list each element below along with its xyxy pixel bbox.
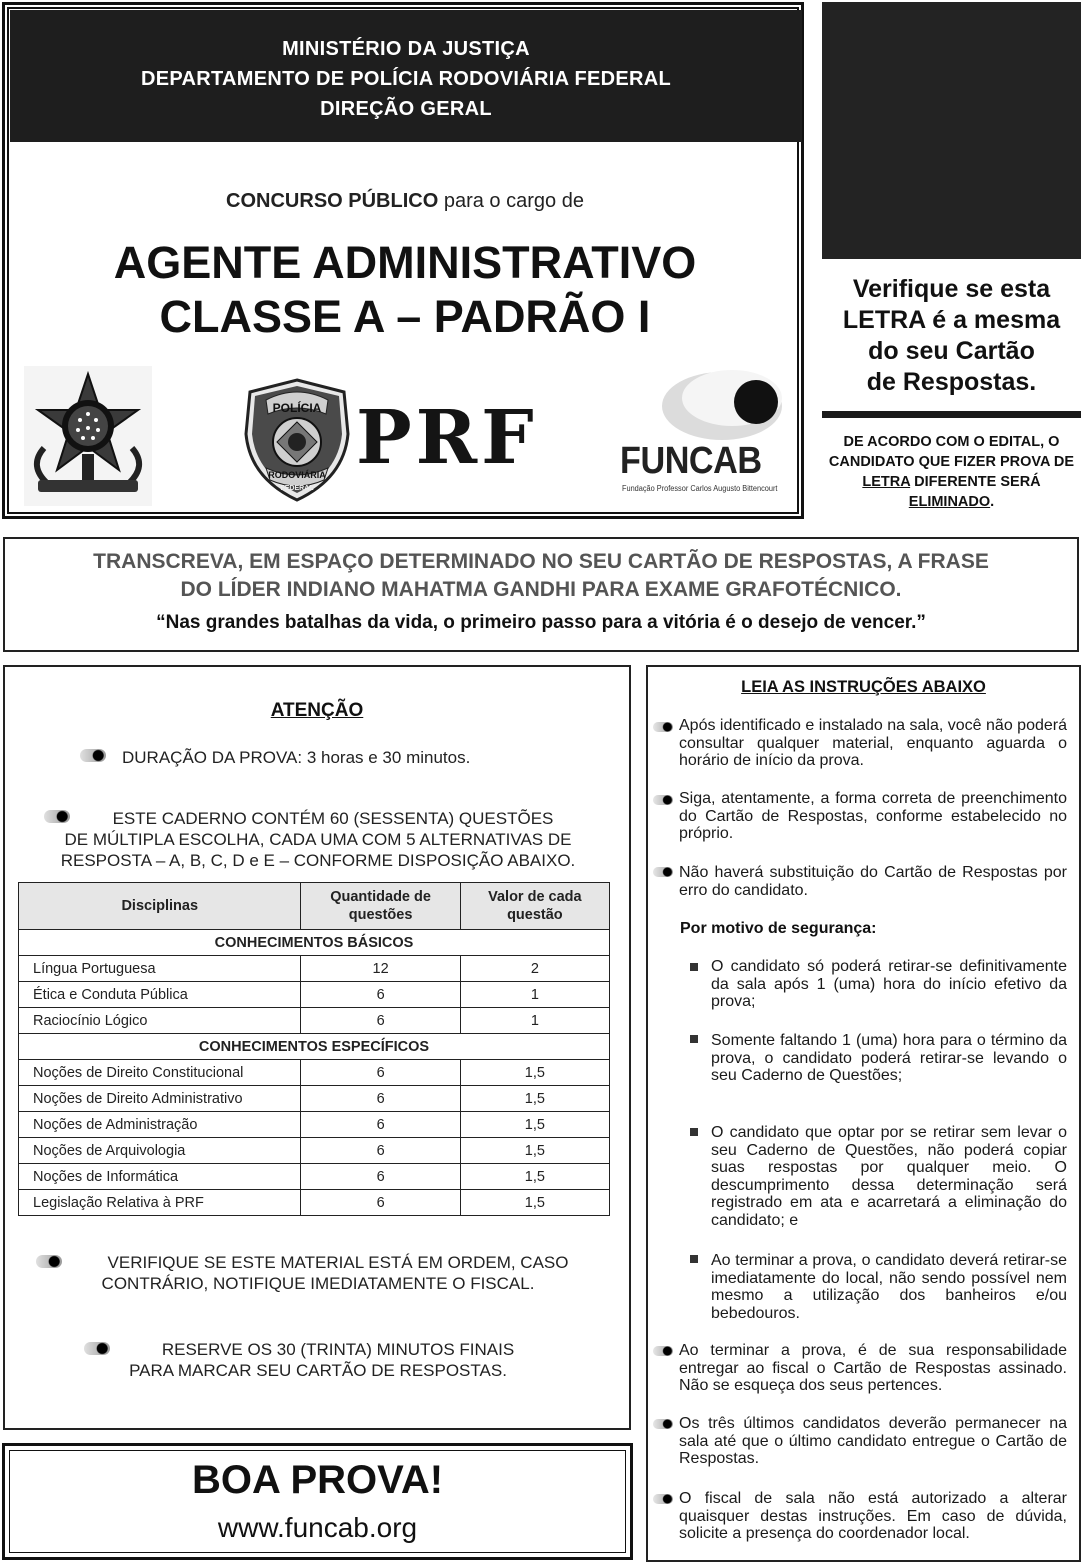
discipline-value: 1,5 xyxy=(460,1112,609,1138)
discipline-name: Ética e Conduta Pública xyxy=(19,982,301,1008)
instruction-item-3: Não haverá substituição do Cartão de Respostas por erro do candidato. xyxy=(679,864,1067,899)
ministry-line-3: DIREÇÃO GERAL xyxy=(320,98,492,120)
discipline-quantity: 6 xyxy=(301,1190,460,1216)
discipline-value: 1,5 xyxy=(460,1190,609,1216)
funcab-wordmark: FUNCAB xyxy=(620,440,762,482)
table-row xyxy=(19,1138,610,1164)
cargo-line-1: AGENTE ADMINISTRATIVO xyxy=(113,237,697,288)
exam-letter-box xyxy=(822,2,1081,259)
table-row xyxy=(19,1190,610,1216)
section-basic: CONHECIMENTOS BÁSICOS xyxy=(19,930,610,956)
concurso-prefix: CONCURSO PÚBLICO xyxy=(226,190,439,212)
section-specific: CONHECIMENTOS ESPECÍFICOS xyxy=(19,1034,610,1060)
discipline-name: Noções de Informática xyxy=(19,1164,301,1190)
prf-badge-top-text: POLÍCIA xyxy=(272,401,322,415)
gandhi-quote: “Nas grandes batalhas da vida, o primeiro passo para a vitória é o desejo de vencer.” xyxy=(156,612,926,633)
coat-of-arms-icon xyxy=(24,366,152,506)
reserve-line-2: PARA MARCAR SEU CARTÃO DE RESPOSTAS. xyxy=(129,1361,507,1380)
verify-letter-notice xyxy=(822,274,1081,398)
edital-warning xyxy=(822,432,1081,512)
discipline-quantity: 6 xyxy=(301,1086,460,1112)
bullet-icon xyxy=(80,749,106,762)
funcab-subtitle: Fundação Professor Carlos Augusto Bittencourt xyxy=(622,484,778,493)
ministry-line-1: MINISTÉRIO DA JUSTIÇA xyxy=(282,38,530,60)
ministry-banner xyxy=(10,10,802,142)
discipline-value: 1 xyxy=(460,1008,609,1034)
table-row xyxy=(19,1164,610,1190)
concurso-suffix: para o cargo de xyxy=(438,190,584,212)
right-divider xyxy=(822,411,1081,418)
square-bullet-icon xyxy=(690,1035,698,1043)
verify-line-1: Verifique se esta xyxy=(852,275,1051,303)
discipline-quantity: 6 xyxy=(301,982,460,1008)
section-row xyxy=(19,1034,610,1060)
discipline-value: 1 xyxy=(460,982,609,1008)
discipline-value: 2 xyxy=(460,956,609,982)
reserve-line-1: RESERVE OS 30 (TRINTA) MINUTOS FINAIS xyxy=(161,1340,515,1359)
bullet-icon xyxy=(653,722,673,732)
bullet-icon xyxy=(653,1346,673,1356)
bullet-icon xyxy=(653,1494,673,1504)
instruction-item-6: O fiscal de sala não está autorizado a alterar quaisquer destas instruções. Em caso de dúvida, solicite a presença do coordenador local. xyxy=(679,1490,1067,1542)
gandhi-instruction-line-2: DO LÍDER INDIANO MAHATMA GANDHI PARA EXAME GRAFOTÉCNICO. xyxy=(180,578,902,601)
concurso-line xyxy=(0,190,810,213)
funcab-url-link[interactable]: www.funcab.org xyxy=(217,1512,418,1543)
discipline-name: Noções de Arquivologia xyxy=(19,1138,301,1164)
edital-part-2: DIFERENTE SERÁ xyxy=(910,474,1041,490)
verify-line-2: LETRA é a mesma xyxy=(842,306,1061,334)
verify-line-4: de Respostas. xyxy=(866,368,1037,396)
instruction-item-2: Siga, atentamente, a forma correta de preenchimento do Cartão de Respostas, conforme estabelecido no próprio. xyxy=(679,790,1067,842)
discipline-quantity: 6 xyxy=(301,1060,460,1086)
caderno-line-3: RESPOSTA – A, B, C, D e E – CONFORME DISPOSIÇÃO ABAIXO. xyxy=(60,851,576,870)
table-header-row xyxy=(19,883,610,930)
security-heading: Por motivo de segurança: xyxy=(680,920,877,937)
section-row xyxy=(19,930,610,956)
edital-end: . xyxy=(990,494,995,510)
bullet-icon xyxy=(653,795,673,805)
discipline-name: Legislação Relativa à PRF xyxy=(19,1190,301,1216)
table-row xyxy=(19,1008,610,1034)
discipline-value: 1,5 xyxy=(460,1086,609,1112)
instructions-title: LEIA AS INSTRUÇÕES ABAIXO xyxy=(741,678,986,696)
table-row xyxy=(19,982,610,1008)
bullet-icon xyxy=(653,867,673,877)
header-disciplinas: Disciplinas xyxy=(19,883,301,930)
prf-badge-icon xyxy=(244,378,350,502)
caderno-line-2: DE MÚLTIPLA ESCOLHA, CADA UMA COM 5 ALTERNATIVAS DE xyxy=(64,830,572,849)
security-item-4: Ao terminar a prova, o candidato deverá retirar-se imediatamente do local, não sendo possível nem mesmo a utilização dos banheiros e/ou bebedouros. xyxy=(711,1252,1067,1322)
square-bullet-icon xyxy=(690,1128,698,1136)
gandhi-instruction xyxy=(3,548,1079,604)
edital-letra: LETRA xyxy=(862,474,911,490)
discipline-quantity: 6 xyxy=(301,1008,460,1034)
duracao-text: DURAÇÃO DA PROVA: 3 horas e 30 minutos. xyxy=(122,748,471,767)
square-bullet-icon xyxy=(690,1255,698,1263)
verifique-line-2: CONTRÁRIO, NOTIFIQUE IMEDIATAMENTE O FISCAL. xyxy=(101,1274,535,1293)
discipline-quantity: 12 xyxy=(301,956,460,982)
discipline-name: Noções de Direito Constitucional xyxy=(19,1060,301,1086)
discipline-name: Raciocínio Lógico xyxy=(19,1008,301,1034)
cargo-line-2: CLASSE A – PADRÃO I xyxy=(159,291,651,342)
prf-badge-bottom-text: RODOVIÁRIA xyxy=(268,470,326,480)
security-item-2: Somente faltando 1 (uma) hora para o término da prova, o candidato poderá retirar-se levando o seu Caderno de Questões; xyxy=(711,1032,1067,1084)
verify-line-3: do seu Cartão xyxy=(868,337,1035,365)
security-item-3: O candidato que optar por se retirar sem levar o seu Caderno de Questões, não poderá copiar suas respostas por qualquer meio. O descumprimento dessa determinação será registrado em ata e acarretará a eliminação do candidato; e xyxy=(711,1124,1067,1229)
gandhi-instruction-line-1: TRANSCREVA, EM ESPAÇO DETERMINADO NO SEU CARTÃO DE RESPOSTAS, A FRASE xyxy=(93,550,989,573)
instruction-item-1: Após identificado e instalado na sala, você não poderá consultar qualquer material, enquanto aguarda o horário de início da prova. xyxy=(679,717,1067,769)
discipline-name: Noções de Administração xyxy=(19,1112,301,1138)
ministry-line-2: DEPARTAMENTO DE POLÍCIA RODOVIÁRIA FEDERAL xyxy=(140,68,672,90)
reserve-text xyxy=(20,1339,616,1381)
discipline-quantity: 6 xyxy=(301,1112,460,1138)
square-bullet-icon xyxy=(690,963,698,971)
table-row xyxy=(19,1112,610,1138)
verifique-line-1: VERIFIQUE SE ESTE MATERIAL ESTÁ EM ORDEM, CASO xyxy=(107,1253,569,1272)
discipline-value: 1,5 xyxy=(460,1164,609,1190)
header-valor: Valor de cada questão xyxy=(460,883,609,930)
discipline-name: Língua Portuguesa xyxy=(19,956,301,982)
instruction-item-4: Ao terminar a prova, é de sua responsabilidade entregar ao fiscal o Cartão de Respostas assinado. Não se esqueça dos seus pertences. xyxy=(679,1342,1067,1394)
edital-part-1: DE ACORDO COM O EDITAL, O CANDIDATO QUE FIZER PROVA DE xyxy=(828,434,1075,470)
edital-eliminado: ELIMINADO xyxy=(908,494,991,510)
discipline-quantity: 6 xyxy=(301,1138,460,1164)
discipline-name: Noções de Direito Administrativo xyxy=(19,1086,301,1112)
discipline-value: 1,5 xyxy=(460,1138,609,1164)
table-row xyxy=(19,1060,610,1086)
discipline-value: 1,5 xyxy=(460,1060,609,1086)
bullet-icon xyxy=(653,1419,673,1429)
boa-prova-title: BOA PROVA! xyxy=(191,1458,444,1502)
caderno-line-1: ESTE CADERNO CONTÉM 60 (SESSENTA) QUESTÕES xyxy=(112,809,554,828)
atencao-title: ATENÇÃO xyxy=(270,700,364,721)
header-quantidade: Quantidade de questões xyxy=(301,883,460,930)
prf-wordmark: PRF xyxy=(356,395,538,481)
cargo-title xyxy=(0,236,810,344)
caderno-text xyxy=(20,808,616,871)
security-item-1: O candidato só poderá retirar-se definitivamente da sala após 1 (uma) hora do início efetivo da prova; xyxy=(711,958,1067,1010)
table-row xyxy=(19,1086,610,1112)
prf-badge-federal-text: FEDERAL xyxy=(280,485,314,492)
instruction-item-5: Os três últimos candidatos deverão permanecer na sala até que o último candidato entregue o Cartão de Respostas. xyxy=(679,1415,1067,1467)
verifique-material-text xyxy=(20,1252,616,1294)
table-row xyxy=(19,956,610,982)
disciplinas-table xyxy=(18,882,610,1216)
discipline-quantity: 6 xyxy=(301,1164,460,1190)
